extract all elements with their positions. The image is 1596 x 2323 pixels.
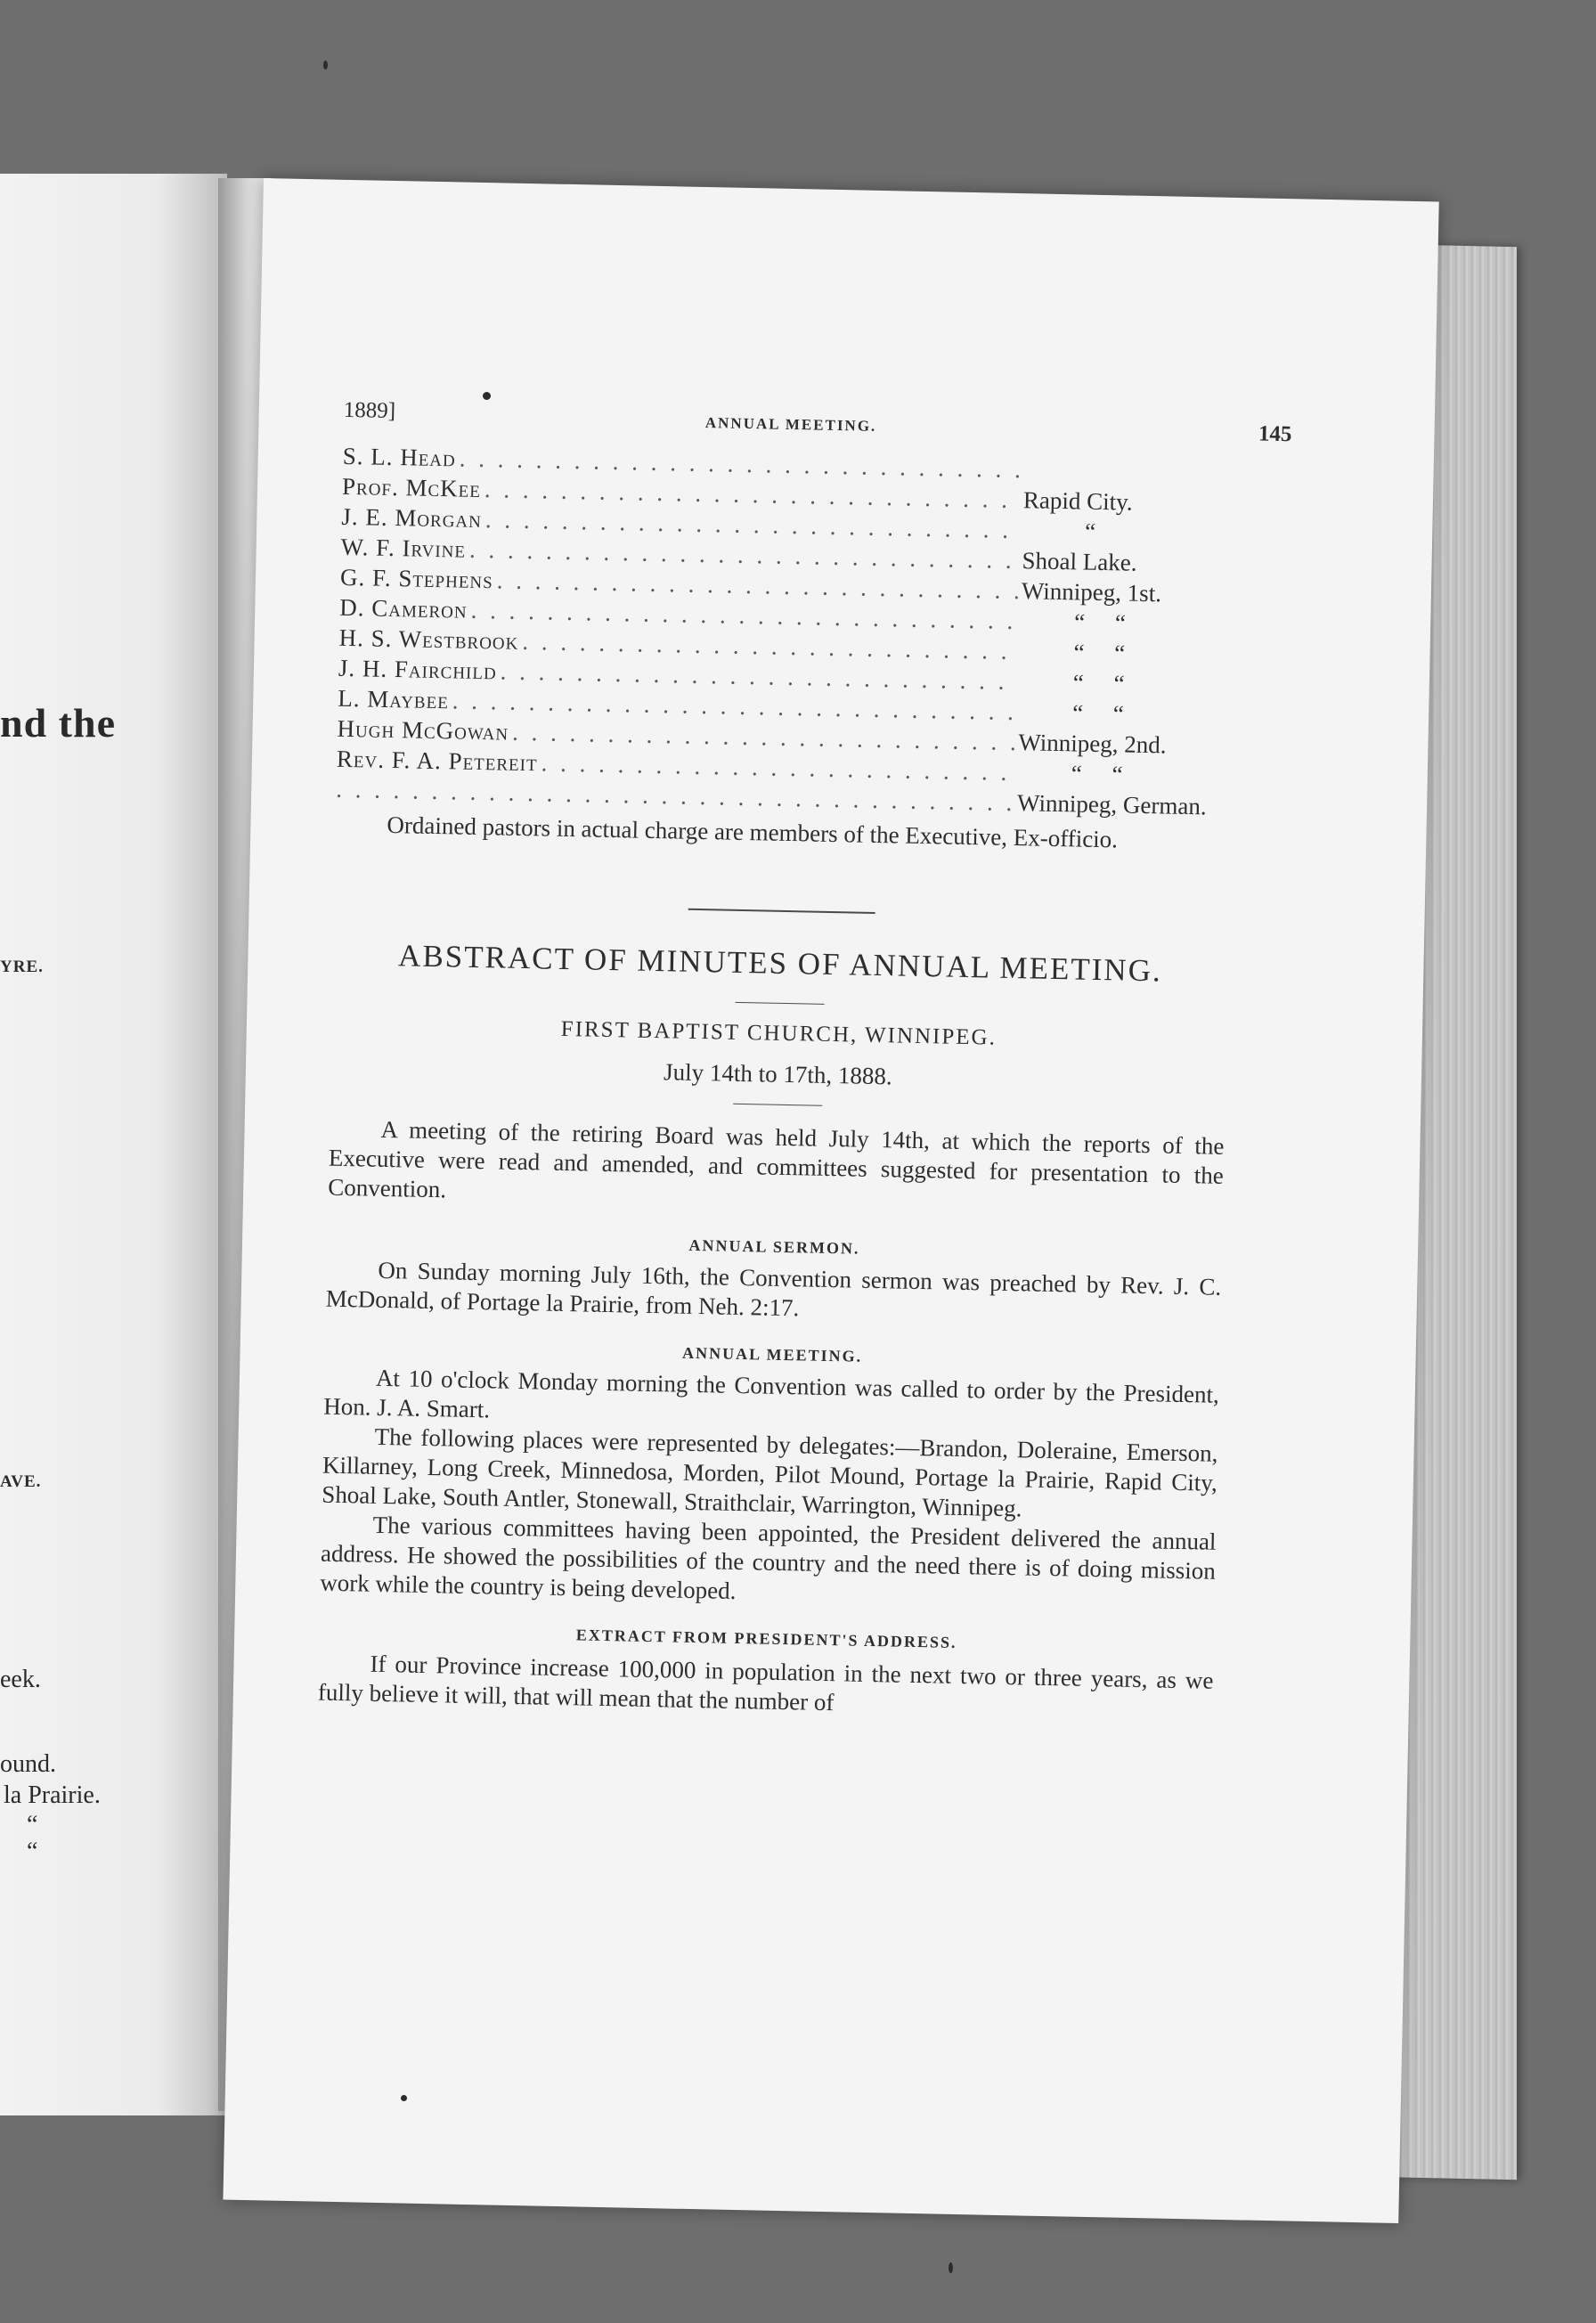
- member-list: [335, 441, 1238, 857]
- meeting-paragraph: At 10 o'clock Monday morning the Convention was called to order by the President, Hon. J. A. Smart.: [323, 1364, 1220, 1423]
- sermon-heading: ANNUAL SERMON.: [688, 1235, 860, 1258]
- member-name: Rev. F. A. Petereit: [336, 745, 538, 777]
- member-name: D. Cameron: [339, 593, 468, 624]
- member-name: J. H. Fairchild: [338, 654, 498, 685]
- church-heading: FIRST BAPTIST CHURCH, WINNIPEG.: [560, 1016, 998, 1050]
- member-name: Prof. McKee: [341, 472, 482, 502]
- member-place: “ “: [1072, 669, 1125, 697]
- member-name: Hugh McGowan: [337, 714, 509, 746]
- left-page-fragment: AVE.: [0, 1472, 42, 1491]
- meeting-dates: July 14th to 17th, 1888.: [663, 1058, 892, 1090]
- divider: [733, 1104, 822, 1106]
- sermon-paragraph: On Sunday morning July 16th, the Convention sermon was preached by Rev. J. C. McDonald, of Portage la Prairie, from Neh. 2:17.: [325, 1256, 1222, 1322]
- page-number: 145: [1258, 421, 1292, 447]
- member-place: “: [1084, 518, 1096, 545]
- member-name: L. Maybee: [337, 684, 450, 714]
- left-page-fragment: YRE.: [0, 958, 44, 976]
- intro-paragraph: A meeting of the retiring Board was held July 14th, at which the reports of the Executive were read and amended, and committees suggested for presentation to the Convention.: [327, 1115, 1225, 1203]
- address-paragraph: The various committees having been appointed, the President delivered the annual address. He showed the possibilities of the country and the need there is of doing mission work while the country is being developed.: [320, 1511, 1217, 1604]
- member-place: “ “: [1073, 639, 1126, 667]
- member-place: Shoal Lake.: [1022, 547, 1137, 576]
- header-year: 1889]: [343, 397, 396, 424]
- member-name: G. F. Stephens: [339, 563, 494, 594]
- abstract-section: [318, 901, 1229, 1725]
- left-page-fragment: eek.: [0, 1666, 41, 1693]
- left-facing-page: [0, 174, 227, 2115]
- header-title: ANNUAL MEETING.: [704, 414, 877, 435]
- divider: [735, 1002, 824, 1005]
- left-page-heading-fragment: nd the: [0, 700, 116, 746]
- extract-paragraph: If our Province increase 100,000 in population in the next two or three years, as we fully believe it will, that will mean that the number of: [317, 1650, 1214, 1716]
- member-place: Winnipeg, German.: [1016, 789, 1207, 820]
- member-name: W. F. Irvine: [340, 533, 467, 563]
- right-page: [223, 178, 1438, 2223]
- ink-speck: [483, 392, 491, 400]
- member-place: “ “: [1073, 608, 1127, 637]
- ordained-note: Ordained pastors in actual charge are members of the Executive, Ex-officio.: [387, 811, 1119, 853]
- extract-heading: EXTRACT FROM PRESIDENT'S ADDRESS.: [575, 1626, 957, 1651]
- left-page-fragment: “: [27, 1811, 38, 1838]
- member-place: [1023, 477, 1237, 482]
- delegates-paragraph: The following places were represented by delegates:—Brandon, Doleraine, Emerson, Killarney, Long Creek, Minnedosa, Morden, Pilot Mound, Portage la Prairie, Rapid City, Shoal Lake, South Antler, Stonewall, Straithclair, Warrington, Winnipeg.: [322, 1422, 1218, 1522]
- page-content: [317, 397, 1292, 1716]
- member-place: Rapid City.: [1022, 486, 1133, 516]
- ink-speck: [949, 2262, 953, 2273]
- member-place: “ “: [1071, 699, 1125, 728]
- left-page-fragment: la Prairie.: [4, 1781, 101, 1809]
- ink-speck: [401, 2095, 407, 2101]
- ink-speck: [323, 61, 328, 69]
- meeting-heading: ANNUAL MEETING.: [681, 1343, 863, 1365]
- member-name: S. L. Head: [342, 442, 457, 472]
- member-place: Winnipeg, 1st.: [1021, 577, 1162, 607]
- member-name: H. S. Westbrook: [338, 624, 519, 655]
- member-place: “ “: [1071, 760, 1123, 788]
- left-page-fragment: “: [27, 1838, 38, 1865]
- member-place: Winnipeg, 2nd.: [1018, 729, 1167, 759]
- member-name: J. E. Morgan: [341, 502, 483, 533]
- divider: [688, 909, 875, 914]
- abstract-title: ABSTRACT OF MINUTES OF ANNUAL MEETING.: [397, 938, 1163, 989]
- left-page-fragment: ound.: [0, 1750, 56, 1778]
